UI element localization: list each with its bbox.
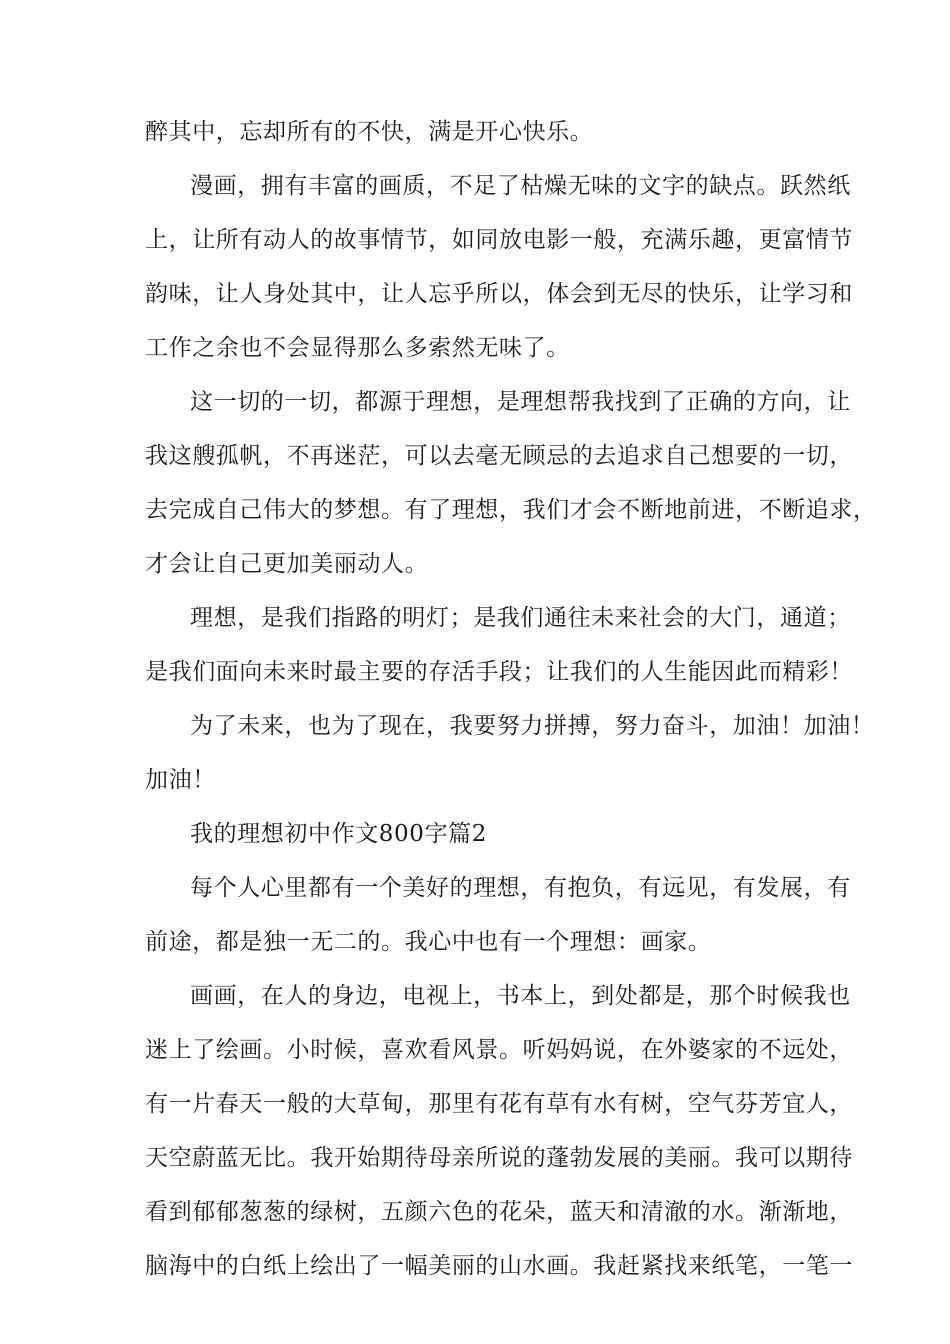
text-line: 上，让所有动人的故事情节，如同放电影一般，充满乐趣，更富情节 (145, 227, 853, 253)
text-line: 韵味，让人身处其中，让人忘乎所以，体会到无尽的快乐，让学习和 (145, 281, 853, 307)
text-line: 前途，都是独一无二的。我心中也有一个理想：画家。 (145, 929, 712, 955)
text-line: 迷上了绘画。小时候，喜欢看风景。听妈妈说，在外婆家的不远处， (145, 1037, 853, 1063)
text-line: 加油！ (145, 767, 216, 793)
text-line: 天空蔚蓝无比。我开始期待母亲所说的蓬勃发展的美丽。我可以期待 (145, 1145, 853, 1171)
text-line: 漫画，拥有丰富的画质，不足了枯燥无味的文字的缺点。跃然纸 (190, 173, 851, 199)
text-line: 为了未来，也为了现在，我要努力拼搏，努力奋斗，加油！加油！ (190, 713, 875, 739)
text-line: 每个人心里都有一个美好的理想，有抱负，有远见，有发展，有 (190, 875, 851, 901)
section-heading: 我的理想初中作文800字篇2 (190, 821, 487, 847)
text-line: 工作之余也不会显得那么多索然无味了。 (145, 335, 570, 361)
text-line: 看到郁郁葱葱的绿树，五颜六色的花朵，蓝天和清澈的水。渐渐地， (145, 1199, 853, 1225)
text-line: 这一切的一切，都源于理想，是理想帮我找到了正确的方向，让 (190, 389, 851, 415)
text-line: 是我们面向未来时最主要的存活手段；让我们的人生能因此而精彩！ (145, 659, 853, 685)
text-line: 脑海中的白纸上绘出了一幅美丽的山水画。我赶紧找来纸笔，一笔一 (145, 1253, 853, 1279)
text-line: 才会让自己更加美丽动人。 (145, 551, 429, 577)
text-line: 醉其中，忘却所有的不快，满是开心快乐。 (145, 119, 594, 145)
text-line: 理想，是我们指路的明灯；是我们通往未来社会的大门，通道； (190, 605, 851, 631)
text-line: 有一片春天一般的大草甸，那里有花有草有水有树，空气芬芳宜人， (145, 1091, 853, 1117)
text-line: 画画，在人的身边，电视上，书本上，到处都是，那个时候我也 (190, 983, 851, 1009)
text-line: 去完成自己伟大的梦想。有了理想，我们才会不断地前进，不断追求， (145, 497, 877, 523)
text-line: 我这艘孤帆，不再迷茫，可以去毫无顾忌的去追求自己想要的一切， (145, 443, 853, 469)
